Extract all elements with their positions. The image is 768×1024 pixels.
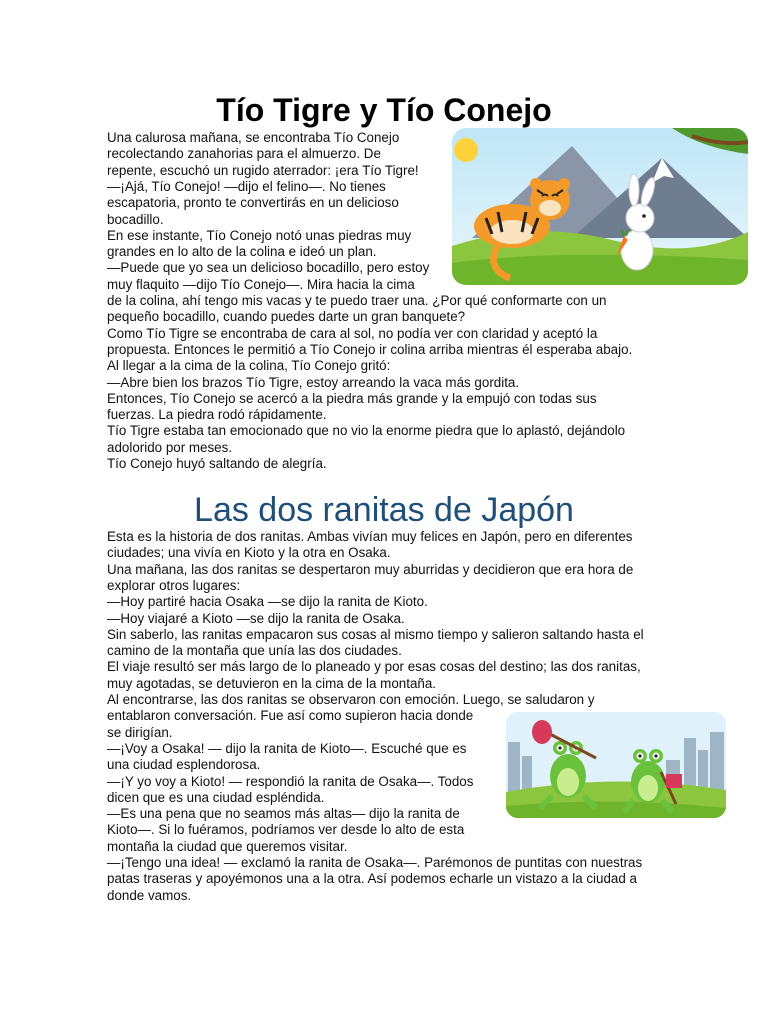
- text-line: —¡Tengo una idea! — exclamó la ranita de Osaka—. Parémonos de puntitas con nuestras: [107, 855, 643, 870]
- text-line: escapatoria, pronto te convertirás en un delicioso: [107, 195, 399, 211]
- story1-title: Tío Tigre y Tío Conejo: [216, 92, 552, 128]
- text-line: —Puede que yo sea un delicioso bocadillo, pero estoy: [107, 260, 430, 276]
- text-line: Una calurosa mañana, se encontraba Tío Conejo: [107, 130, 400, 145]
- text-line: muy agotadas, se detuvieron en la cima de la montaña.: [107, 675, 437, 691]
- text-line: repente, escuchó un rugido aterrador: ¡era Tío Tigre!: [107, 162, 419, 178]
- text-line: ciudades; una vivía en Kioto y la otra en Osaka.: [107, 545, 391, 561]
- text-line: Esta es la historia de dos ranitas. Ambas vivían muy felices en Japón, pero en diferentes: [107, 529, 633, 544]
- text-line: de la colina, ahí tengo mis vacas y te puedo traer una. ¿Por qué conformarte con un: [107, 293, 607, 308]
- text-line: —¡Voy a Osaka! — dijo la ranita de Kioto—. Escuché que es: [107, 740, 467, 756]
- bundle-shape: [666, 774, 682, 788]
- text-line: Una mañana, las dos ranitas se despertaron muy aburridas y decidieron que era hora de: [107, 561, 634, 577]
- text-line: En ese instante, Tío Conejo notó unas piedras muy: [107, 227, 412, 243]
- text-line: muy flaquito —dijo Tío Conejo—. Mira hacia la cima: [107, 276, 415, 292]
- text-line: montaña la ciudad que queremos visitar.: [107, 838, 348, 854]
- text-line: Al llegar a la cima de la colina, Tío Conejo gritó:: [107, 358, 391, 374]
- bundle-shape: [532, 720, 552, 744]
- text-line: Sin saberlo, las ranitas empacaron sus cosas al mismo tiempo y salieron saltando hasta el: [107, 626, 644, 642]
- text-line: recolectando zanahorias para el almuerzo. De: [107, 146, 381, 162]
- text-line: adolorido por meses.: [107, 439, 233, 455]
- sun-icon: [454, 138, 478, 162]
- text-line: Como Tío Tigre se encontraba de cara al sol, no podía ver con claridad y aceptó la: [107, 325, 598, 341]
- text-line: grandes en lo alto de la colina e ideó un plan.: [107, 244, 377, 260]
- text-line: —Abre bien los brazos Tío Tigre, estoy arreando la vaca más gordita.: [107, 374, 520, 390]
- text-line: explorar otros lugares:: [107, 577, 241, 593]
- text-line: —¡Y yo voy a Kioto! — respondió la ranita de Osaka—. Todos: [107, 773, 474, 789]
- text-line: Tío Conejo huyó saltando de alegría.: [107, 456, 327, 471]
- text-line: Al encontrarse, las dos ranitas se observaron con emoción. Luego, se saludaron y: [107, 692, 595, 707]
- text-line: una ciudad esplendorosa.: [107, 757, 261, 773]
- text-line: —Hoy viajaré a Kioto —se dijo la ranita de Osaka.: [107, 610, 405, 626]
- frogs-illustration: [506, 712, 726, 818]
- text-line: El viaje resultó ser más largo de lo planeado y por esas cosas del destino; las dos ranitas,: [107, 659, 641, 675]
- text-line: bocadillo.: [107, 211, 164, 227]
- text-line: Kioto—. Si lo fuéramos, podríamos ver desde lo alto de esta: [107, 822, 465, 838]
- text-line: pequeño bocadillo, cuando puedes darte un gran banquete?: [107, 309, 466, 325]
- text-line: entablaron conversación. Fue así como supieron hacia donde: [107, 708, 474, 724]
- text-line: se dirigían.: [107, 724, 173, 740]
- text-line: —Hoy partiré hacia Osaka —se dijo la ranita de Kioto.: [107, 594, 428, 610]
- text-line: fuerzas. La piedra rodó rápidamente.: [107, 407, 327, 423]
- text-line: patas traseras y apoyémonos una a la otra. Así podemos echarle un vistazo a la ciudad a: [107, 871, 637, 887]
- text-line: propuesta. Entonces le permitió a Tío Conejo ir colina arriba mientras él esperaba abajo.: [107, 341, 633, 357]
- story2-title: Las dos ranitas de Japón: [194, 491, 574, 529]
- tiger-rabbit-illustration: [452, 128, 748, 285]
- text-line: Entonces, Tío Conejo se acercó a la piedra más grande y la empujó con todas sus: [107, 390, 597, 406]
- text-line: —¡Ajá, Tío Conejo! —dijo el felino—. No tienes: [107, 178, 386, 194]
- text-line: donde vamos.: [107, 887, 192, 903]
- text-line: camino de la montaña que unía las dos ciudades.: [107, 643, 402, 659]
- text-line: dicen que es una ciudad espléndida.: [107, 789, 325, 805]
- text-line: —Es una pena que no seamos más altas— dijo la ranita de: [107, 806, 460, 822]
- text-line: Tío Tigre estaba tan emocionado que no vio la enorme piedra que lo aplastó, dejándolo: [107, 423, 626, 439]
